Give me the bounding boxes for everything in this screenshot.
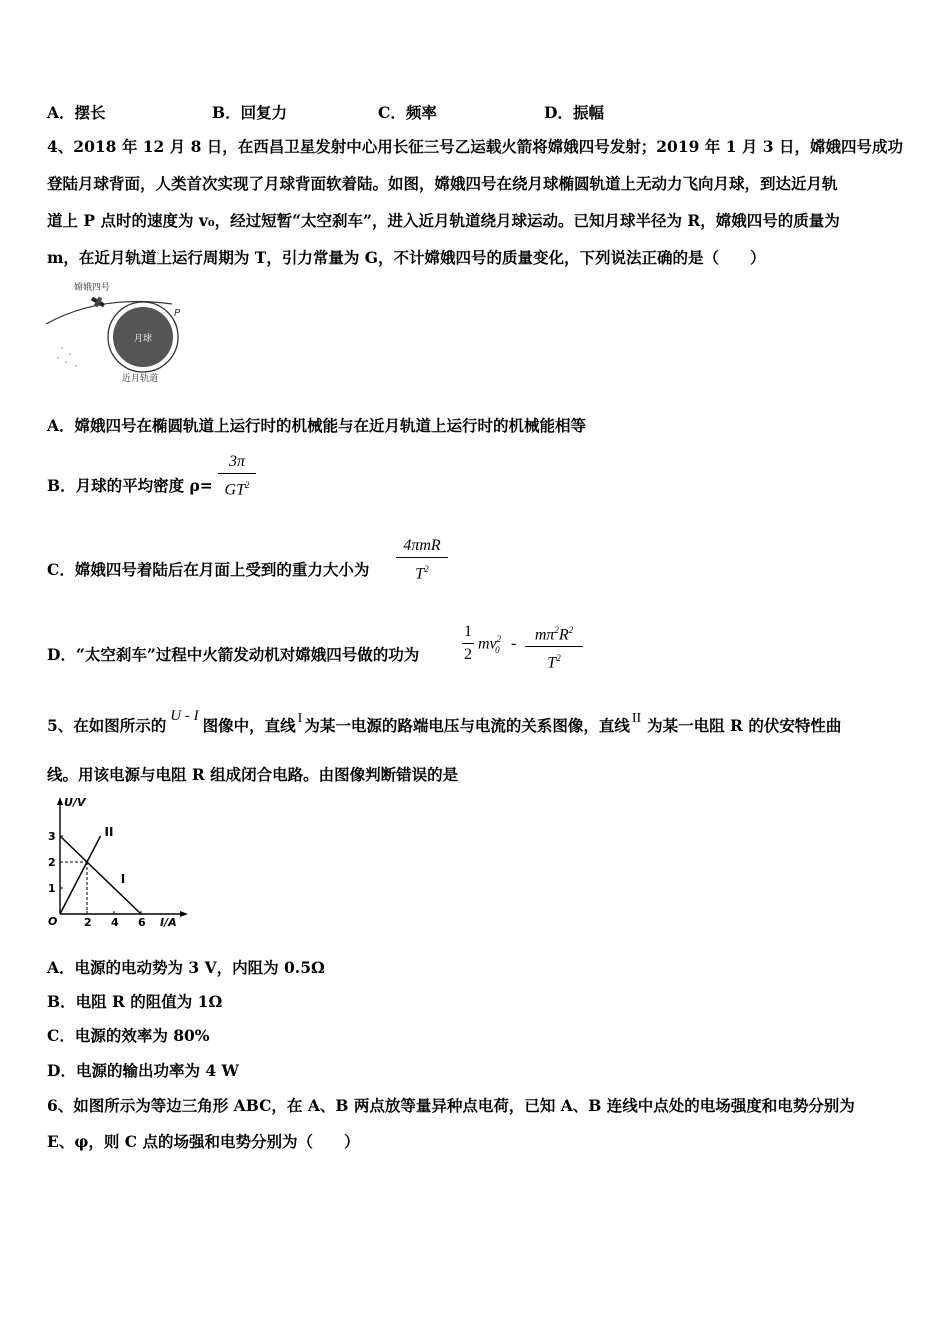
exponent: 2 [496, 634, 502, 644]
series-label-I: I [120, 871, 126, 886]
x-tick-label: 2 [84, 916, 92, 929]
q5-part-1: 5、在如图所示的 [47, 716, 167, 735]
fraction-numerator: 1 [464, 623, 472, 640]
q4-option-b-fraction [218, 452, 256, 500]
q5-option-c[interactable]: C．电源的效率为 80% [47, 1026, 210, 1045]
q5-option-b[interactable]: B．电阻 R 的阻值为 1Ω [47, 992, 223, 1011]
fraction-denominator: GT [224, 481, 245, 499]
q3-option-b[interactable]: B．回复力 [212, 103, 288, 122]
series-line-I [60, 836, 141, 914]
q4-option-d-half [462, 622, 474, 665]
x-axis-arrow [180, 911, 188, 917]
q4-stem-line-2: 登陆月球背面，人类首次实现了月球背面软着陆。如图，嫦娥四号在绕月球椭圆轨道上无动力飞向月球，到达近月轨 [47, 174, 838, 193]
q6-stem-line-1: 6、如图所示为等边三角形 ABC，在 A、B 两点放等量异种点电荷，已知 A、B 连线中点处的电场强度和电势分别为 [47, 1096, 855, 1115]
y-axis-arrow [57, 797, 63, 805]
radius-term: R [558, 626, 569, 644]
q4-option-d[interactable]: D．“太空刹车”过程中火箭发动机对嫦娥四号做的功为 [47, 645, 420, 664]
q5-stem-line-1 [47, 708, 842, 738]
q5-part-3: 为某一电源的路端电压与电流的关系图像，直线 [304, 716, 630, 735]
point-p-label: P [174, 308, 181, 319]
exponent: 2 [424, 564, 429, 574]
y-tick-label: 3 [48, 830, 56, 843]
q4-option-d-fraction [525, 620, 583, 674]
probe-icon [89, 294, 106, 310]
exponent: 2 [556, 653, 561, 664]
q4-stem-line-1: 4、2018 年 12 月 8 日，在西昌卫星发射中心用长征三号乙运载火箭将嫦娥四号发射；2019 年 1 月 3 日，嫦娥四号成功 [47, 137, 903, 156]
origin-label: O [48, 915, 58, 928]
probe-label: 嫦娥四号 [74, 283, 111, 293]
fraction-denominator: 2 [464, 646, 472, 663]
q5-option-a[interactable]: A．电源的电动势为 3 V，内阻为 0.5Ω [47, 958, 325, 977]
moon-label: 月球 [133, 334, 153, 344]
q4-option-b[interactable]: B．月球的平均密度 ρ= [47, 476, 213, 495]
y-tick-label: 1 [48, 882, 56, 895]
roman-one: I [297, 711, 303, 726]
x-tick-label: 4 [111, 916, 119, 929]
q4-option-c[interactable]: C．嫦娥四号着陆后在月面上受到的重力大小为 [47, 560, 370, 579]
q3-option-c[interactable]: C．频率 [378, 103, 437, 122]
y-axis-label: U/V [64, 796, 86, 809]
mv-term: mv [478, 635, 497, 653]
q5-stem-line-2: 线。用该电源与电阻 R 组成闭合电路。由图像判断错误的是 [47, 765, 459, 784]
near-orbit-label: 近月轨道 [122, 374, 159, 384]
q4-option-c-fraction [396, 536, 448, 584]
ui-symbol: U - I [170, 708, 199, 724]
subscript: 0 [495, 644, 500, 655]
q5-part-2: 图像中，直线 [202, 716, 296, 735]
q3-option-a[interactable]: A．摆长 [47, 103, 106, 122]
y-tick-label: 2 [48, 856, 56, 869]
exponent: 2 [244, 480, 250, 490]
q4-orbit-figure [40, 280, 200, 388]
q4-stem-line-3: 道上 P 点时的速度为 v₀，经过短暂“太空刹车”，进入近月轨道绕月球运动。已知月球半径为 R，嫦娥四号的质量为 [47, 211, 840, 230]
series-label-II: II [104, 825, 114, 839]
q3-option-d[interactable]: D．振幅 [544, 103, 604, 122]
q4-stem-line-4: m，在近月轨道上运行周期为 T，引力常量为 G，不计嫦娥四号的质量变化，下列说法正确的是（ ） [47, 248, 766, 267]
exponent: 2 [568, 625, 574, 635]
roman-two: II [631, 711, 642, 726]
fraction-numerator: 4πmR [403, 537, 441, 554]
exponent: 2 [554, 625, 559, 635]
minus-sign: - [511, 635, 517, 652]
x-tick-label: 6 [138, 916, 146, 929]
q5-option-d[interactable]: D．电源的输出功率为 4 W [47, 1061, 239, 1080]
q4-option-a[interactable]: A．嫦娥四号在椭圆轨道上运行时的机械能与在近月轨道上运行时的机械能相等 [47, 416, 587, 435]
x-axis-label: I/A [160, 916, 177, 929]
series-line-II [60, 836, 101, 914]
fraction-numerator: mπ [534, 626, 555, 644]
fraction-numerator: 3π [228, 453, 245, 470]
decorative-speckles [57, 347, 77, 367]
q4-option-d-kinetic [478, 634, 500, 655]
q5-ui-chart [44, 794, 194, 930]
q6-stem-line-2: E、φ，则 C 点的场强和电势分别为（ ） [47, 1132, 360, 1151]
q5-part-4: 为某一电阻 R 的伏安特性曲 [647, 716, 842, 735]
fraction-denominator: T [547, 654, 557, 672]
fraction-denominator: T [415, 565, 425, 583]
